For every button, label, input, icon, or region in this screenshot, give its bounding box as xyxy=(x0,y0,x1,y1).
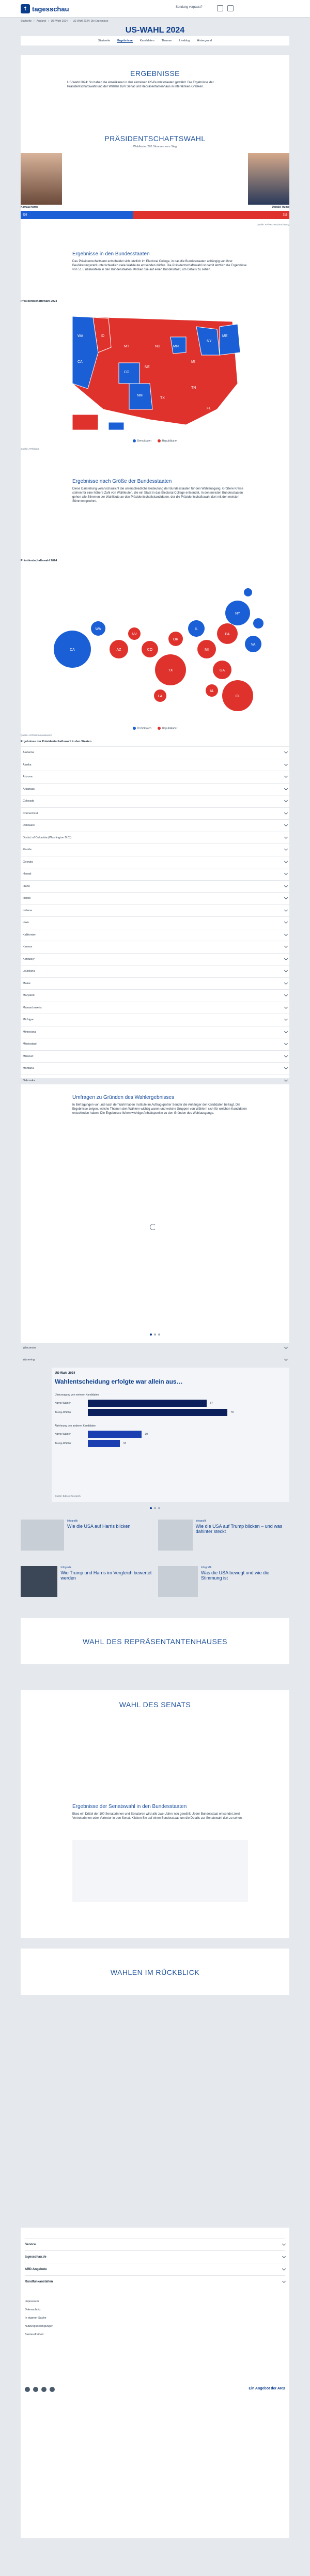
umfragen-title: Umfragen zu Gründen des Wahlergebnisses xyxy=(72,1095,174,1100)
harris-votes: 226 xyxy=(23,213,27,217)
svg-text:MT: MT xyxy=(124,345,130,348)
legend-rep: Republikaner xyxy=(158,439,177,442)
state-name: Hawaii xyxy=(23,872,32,876)
bubble-section-title: Ergebnisse nach Größe der Bundesstaaten xyxy=(72,479,172,484)
bubble-legend xyxy=(21,727,289,730)
svg-text:ME: ME xyxy=(222,334,228,338)
state-name: Maine xyxy=(23,982,30,985)
teaser-card[interactable]: Infografik Wie die USA auf Harris blicken xyxy=(21,1520,152,1561)
chevron-down-icon xyxy=(284,932,288,936)
svg-text:OK: OK xyxy=(173,638,179,641)
footer-link[interactable]: Nutzungsbedingungen xyxy=(25,2325,54,2328)
motive-source: Quelle: Edison Research xyxy=(55,1495,81,1497)
svg-text:CO: CO xyxy=(147,648,153,652)
logo-icon: t xyxy=(21,4,30,13)
state-row[interactable] xyxy=(21,746,289,759)
footer-section[interactable]: tagesschau.de xyxy=(25,2250,285,2263)
senate-text: Etwa ein Drittel der 100 Senatorinnen und Senatoren wird alle zwei Jahre neu gewählt. Jeder Bundesstaat entsendet zwei Vertreterinnen oder Vertreter in den Senat. Klicken Sie auf einen Bundesstaat, um die Details zur Senatswahl dort zu sehen. xyxy=(72,1813,243,1820)
state-row[interactable] xyxy=(21,1014,289,1026)
map-title: Präsidentschaftswahl 2024 xyxy=(21,300,57,303)
svg-text:NY: NY xyxy=(235,612,240,616)
chevron-down-icon xyxy=(284,835,288,839)
svg-text:CO: CO xyxy=(124,371,130,374)
chevron-down-icon xyxy=(284,884,288,887)
ergebnisse-title: ERGEBNISSE xyxy=(130,69,180,78)
svg-text:GA: GA xyxy=(219,669,225,672)
us-state-map[interactable] xyxy=(62,306,248,435)
breadcrumb: Startseite › Ausland › US-Wahl 2024 › US-Wahl 2024: Die Ergebnisse xyxy=(21,20,109,23)
retrospective-section xyxy=(21,1949,289,1995)
motive-row: Trump-Wähler 78 xyxy=(55,1409,282,1416)
carousel-dots[interactable] xyxy=(21,1507,289,1509)
chevron-down-icon xyxy=(284,1054,288,1057)
map-text: Das Präsidentschaftsamt entscheidet sich letztlich im Electoral College, in das die Bundesstaaten abhängig von ihrer Bevölkerungszahl unterschiedlich viele Wahlleute entsenden dürfen. Die Präsidentschaftswahl ist damit letztlich die Ergebnisse von 51 Einzelwahlen in den Bundesstaaten. Klicken Sie auf einen Bundesstaat, um Details zu sehen. xyxy=(72,260,247,271)
state-name: Nebraska xyxy=(23,1079,35,1082)
senate-section xyxy=(21,1690,289,1938)
chevron-down-icon xyxy=(284,823,288,826)
header-icons xyxy=(217,5,234,11)
chevron-down-icon xyxy=(284,787,288,790)
chevron-down-icon xyxy=(284,1066,288,1069)
state-row[interactable] xyxy=(21,795,289,807)
state-name: Alaska xyxy=(23,763,32,766)
svg-text:IL: IL xyxy=(195,627,198,631)
footer-section[interactable]: ARD-Angebote xyxy=(25,2263,285,2275)
state-name: Kansas xyxy=(23,945,33,949)
svg-text:PA: PA xyxy=(225,633,230,636)
chevron-down-icon xyxy=(284,774,288,778)
svg-text:NM: NM xyxy=(137,394,143,397)
chevron-down-icon xyxy=(284,1017,288,1021)
logo[interactable] xyxy=(21,4,69,13)
praes-source: Quelle: AP/ARD-Hochrechnung xyxy=(257,223,289,226)
motive-group1: Überzeugung von meinem Kandidaten xyxy=(55,1393,99,1397)
footer-section[interactable]: Service xyxy=(25,2238,285,2250)
legend-dem: Demokraten xyxy=(133,727,151,730)
state-name: Indiana xyxy=(23,909,33,912)
state-row[interactable] xyxy=(21,977,289,990)
svg-text:TX: TX xyxy=(168,669,173,672)
state-name: Minnesota xyxy=(23,1030,36,1034)
top-bar xyxy=(0,0,310,18)
state-name: Idaho xyxy=(23,884,30,888)
footer-section[interactable]: Rundfunkanstalten xyxy=(25,2275,285,2288)
state-row[interactable] xyxy=(21,771,289,783)
state-row[interactable] xyxy=(21,989,289,1002)
footer-link[interactable]: Barrierefreiheit xyxy=(25,2333,44,2336)
tab-themen[interactable]: Themen xyxy=(161,39,172,42)
svg-text:MN: MN xyxy=(173,345,179,348)
state-row[interactable] xyxy=(21,783,289,795)
teaser-image xyxy=(21,1566,57,1597)
map-section-title: Ergebnisse in den Bundesstaaten xyxy=(72,251,150,257)
social-icon xyxy=(25,2387,30,2392)
state-name: Connecticut xyxy=(23,811,38,815)
house-title: WAHL DES REPRÄSENTANTENHAUSES xyxy=(82,1637,228,1646)
chevron-down-icon xyxy=(284,981,288,985)
footer xyxy=(21,2228,289,2538)
state-name: Kalifornien xyxy=(23,933,36,937)
missed-show-link[interactable]: Sendung verpasst? xyxy=(176,6,203,9)
state-row[interactable] xyxy=(21,832,289,844)
svg-text:CA: CA xyxy=(70,648,75,652)
state-row[interactable] xyxy=(21,916,289,929)
state-name: Kentucky xyxy=(23,957,35,961)
state-row[interactable] xyxy=(21,819,289,832)
chevron-down-icon xyxy=(284,957,288,960)
trump-votes: 312 xyxy=(283,213,287,217)
motive-row: Trump-Wähler 18 xyxy=(55,1440,282,1447)
legend-rep: Republikaner xyxy=(158,727,177,730)
state-name: Alabama xyxy=(23,751,34,755)
chevron-down-icon xyxy=(284,750,288,754)
chevron-down-icon xyxy=(284,1345,288,1349)
trump-name: Donald Trump xyxy=(272,206,289,209)
motive-row: Harris-Wähler 67 xyxy=(55,1400,282,1407)
state-name: Michigan xyxy=(23,1018,35,1022)
footer-link[interactable]: Impressum xyxy=(25,2300,39,2303)
motive-chart xyxy=(52,1368,289,1502)
state-row[interactable] xyxy=(21,941,289,953)
bubble-source: Quelle: AP/Edison/Landesamt xyxy=(21,734,52,737)
state-name: Maryland xyxy=(23,994,35,998)
teaser-image xyxy=(158,1520,193,1551)
electoral-vote-bar xyxy=(21,211,289,219)
bubble-text: Diese Darstellung veranschaulicht die unterschiedliche Bedeutung der Bundesstaaten für den Wahlausgang. Größere Kreise stehen für eine höhere Zahl von Wahlleuten, die ein Staat in das Electoral College entsendet. In den meisten Bundesstaaten gehen alle Stimmen der Wahlleute an den Präsidentschaftskandidaten, der die Präsidentschaftswahl dort mit den meisten Stimmen gewinnt. xyxy=(72,487,243,503)
state-name: Georgia xyxy=(23,860,33,864)
chevron-down-icon xyxy=(284,896,288,899)
svg-text:ID: ID xyxy=(101,334,104,338)
svg-text:LA: LA xyxy=(158,695,163,698)
state-name: Wyoming xyxy=(23,1358,35,1362)
chevron-down-icon xyxy=(284,1357,288,1361)
breadcrumb-item: US-Wahl 2024: Die Ergebnisse xyxy=(72,20,109,23)
chevron-down-icon xyxy=(284,908,288,912)
tab-liveblog[interactable]: Liveblog xyxy=(179,39,190,42)
footer-link[interactable]: In eigener Sache xyxy=(25,2317,47,2320)
svg-text:CA: CA xyxy=(78,360,83,364)
state-row[interactable] xyxy=(21,953,289,965)
state-name: Louisiana xyxy=(23,970,35,973)
legend-dem: Demokraten xyxy=(133,439,151,442)
ergebnisse-section xyxy=(21,55,289,117)
state-row[interactable] xyxy=(21,759,289,771)
page-title: US-WAHL 2024 xyxy=(125,26,185,35)
tab-startseite[interactable]: Startseite xyxy=(98,39,111,42)
teaser-row xyxy=(21,1520,289,1561)
carousel-dots[interactable] xyxy=(21,1333,289,1336)
breadcrumb-item[interactable]: Ausland xyxy=(36,20,46,23)
state-row[interactable] xyxy=(21,1038,289,1050)
chevron-down-icon xyxy=(284,1030,288,1033)
house-section xyxy=(21,1618,289,1664)
ergebnisse-text: US-Wahl 2024: So haben die Amerikaner in den einzelnen US-Bundesstaaten gewählt. Die Ergebnisse der Präsidentschaftswahl und der Wahlen zum Senat und Repräsentantenhaus in interaktiven Grafiken. xyxy=(67,81,214,88)
chevron-down-icon xyxy=(284,993,288,996)
svg-text:NE: NE xyxy=(145,365,150,369)
trump-bar xyxy=(133,211,289,219)
teaser-card[interactable]: Infografik Wie Trump und Harris im Vergleich bewertet werden xyxy=(21,1566,152,1607)
svg-text:MI: MI xyxy=(191,360,195,364)
bubble-title: Präsidentschaftswahl 2024 xyxy=(21,559,57,562)
svg-text:WA: WA xyxy=(78,334,84,338)
state-row[interactable] xyxy=(21,807,289,820)
state-row[interactable] xyxy=(21,844,289,856)
senate-title: WAHL DES SENATS xyxy=(119,1700,191,1709)
state-row[interactable] xyxy=(21,1050,289,1063)
svg-text:NV: NV xyxy=(132,633,137,636)
chevron-down-icon xyxy=(284,762,288,766)
state-name: Florida xyxy=(23,848,32,852)
svg-text:MI: MI xyxy=(205,648,209,652)
state-name: Montana xyxy=(23,1067,34,1070)
state-name: Wisconsin xyxy=(23,1346,36,1350)
map-legend xyxy=(21,439,289,442)
tab-ergebnisse[interactable]: Ergebnisse xyxy=(117,39,133,42)
state-row[interactable] xyxy=(21,904,289,917)
menu-icon[interactable] xyxy=(227,5,234,11)
chevron-down-icon xyxy=(284,969,288,972)
chevron-down-icon xyxy=(284,1041,288,1045)
chevron-down-icon xyxy=(284,920,288,924)
ard-label: Ein Angebot der ARD xyxy=(249,2387,285,2390)
chevron-down-icon xyxy=(284,799,288,802)
tab-kandidaten[interactable]: Kandidaten xyxy=(140,39,154,42)
teaser-image xyxy=(158,1566,198,1597)
svg-text:TN: TN xyxy=(191,386,196,390)
svg-text:ND: ND xyxy=(155,345,161,348)
state-name: Massachusetts xyxy=(23,1006,42,1009)
trump-photo xyxy=(248,153,289,205)
umfragen-section xyxy=(21,1084,289,1343)
chevron-down-icon xyxy=(284,944,288,948)
harris-photo xyxy=(21,153,62,205)
state-row[interactable] xyxy=(21,929,289,941)
chevron-down-icon xyxy=(284,1005,288,1009)
search-icon[interactable] xyxy=(217,5,223,11)
svg-text:FL: FL xyxy=(207,407,211,410)
motive-label: US-Wahl 2024 xyxy=(55,1372,75,1375)
motive-group2: Ablehnung des anderen Kandidaten xyxy=(55,1424,96,1428)
state-name: Missouri xyxy=(23,1054,34,1058)
svg-text:AL: AL xyxy=(209,689,214,693)
state-name: Arkansas xyxy=(23,787,35,791)
breadcrumb-item[interactable]: US-Wahl 2024 xyxy=(51,20,68,23)
breadcrumb-item[interactable]: Startseite xyxy=(21,20,32,23)
senate-sub-title: Ergebnisse der Senatswahl in den Bundesstaaten xyxy=(72,1804,187,1810)
state-row[interactable] xyxy=(21,1062,289,1075)
svg-text:NY: NY xyxy=(207,340,212,343)
senate-map-placeholder xyxy=(72,1840,248,1902)
logo-text: tagesschau xyxy=(32,5,69,13)
chevron-down-icon xyxy=(284,811,288,815)
motive-title: Wahlentscheidung erfolgte war allein aus… xyxy=(55,1378,183,1385)
praes-subtitle: Wahlleute, 270 Stimmen zum Sieg xyxy=(133,145,177,148)
state-row[interactable] xyxy=(21,965,289,977)
svg-text:TX: TX xyxy=(160,396,165,400)
chevron-down-icon xyxy=(284,1078,288,1082)
chevron-down-icon xyxy=(284,860,288,863)
state-row[interactable] xyxy=(21,892,289,904)
state-row[interactable] xyxy=(21,868,289,880)
states-table-title: Ergebnisse der Präsidentschaftswahl in den Staaten xyxy=(21,740,91,743)
praes-title: PRÄSIDENTSCHAFTSWAHL xyxy=(104,134,206,143)
teaser-image xyxy=(21,1520,64,1551)
social-icon xyxy=(33,2387,38,2392)
svg-text:FL: FL xyxy=(235,695,240,698)
retrospective-title: WAHLEN IM RÜCKBLICK xyxy=(110,1968,200,1976)
state-name: District of Columbia (Washington D.C.) xyxy=(23,836,72,839)
umfragen-text: In Befragungen vor und nach der Wahl haben Institute im Auftrag großer Sender die Anhänger der Kandidaten befragt. Die Ergebnisse zeigen, welche Themen den Wählern wichtig waren und welche Gruppen von Wählern sich für welchen Kandidaten entschieden haben. Die Ergebnisse liefern wichtige Anhaltspunkte zu den Gründen des Wahlausgangs. xyxy=(72,1103,247,1115)
footer-link[interactable]: Datenschutz xyxy=(25,2308,41,2311)
chevron-down-icon xyxy=(284,871,288,875)
teaser-card[interactable]: Infografik Was die USA bewegt und wie die Stimmung ist xyxy=(158,1566,289,1607)
state-row[interactable] xyxy=(21,1026,289,1038)
state-row[interactable] xyxy=(21,856,289,868)
teaser-row xyxy=(21,1566,289,1607)
harris-name: Kamala Harris xyxy=(21,206,38,209)
state-name: Mississippi xyxy=(23,1042,37,1046)
harris-bar xyxy=(21,211,133,219)
state-name: Illinois xyxy=(23,897,31,900)
social-icons xyxy=(25,2387,55,2392)
svg-text:VA: VA xyxy=(251,643,256,647)
tab-hintergrund[interactable]: Hintergrund xyxy=(197,39,212,42)
svg-text:AZ: AZ xyxy=(116,648,121,652)
teaser-card[interactable]: Infografik Wie die USA auf Trump blicken – und was dahinter steckt xyxy=(158,1520,289,1561)
state-name: Delaware xyxy=(23,824,35,827)
motive-row: Harris-Wähler 30 xyxy=(55,1431,282,1438)
social-icon xyxy=(50,2387,55,2392)
state-name: Colorado xyxy=(23,800,35,803)
map-source: Quelle: AP/Edison xyxy=(21,448,40,450)
state-name: Iowa xyxy=(23,921,29,925)
bubble-chart[interactable] xyxy=(41,572,269,727)
social-icon xyxy=(41,2387,47,2392)
state-row[interactable] xyxy=(21,880,289,893)
state-row[interactable] xyxy=(21,1354,289,1366)
chevron-down-icon xyxy=(284,847,288,851)
loading-spinner xyxy=(150,1224,156,1230)
state-row[interactable] xyxy=(21,1002,289,1014)
tab-bar xyxy=(21,36,289,45)
state-row[interactable] xyxy=(21,1342,289,1354)
svg-text:WA: WA xyxy=(95,627,101,631)
state-name: Arizona xyxy=(23,775,33,779)
